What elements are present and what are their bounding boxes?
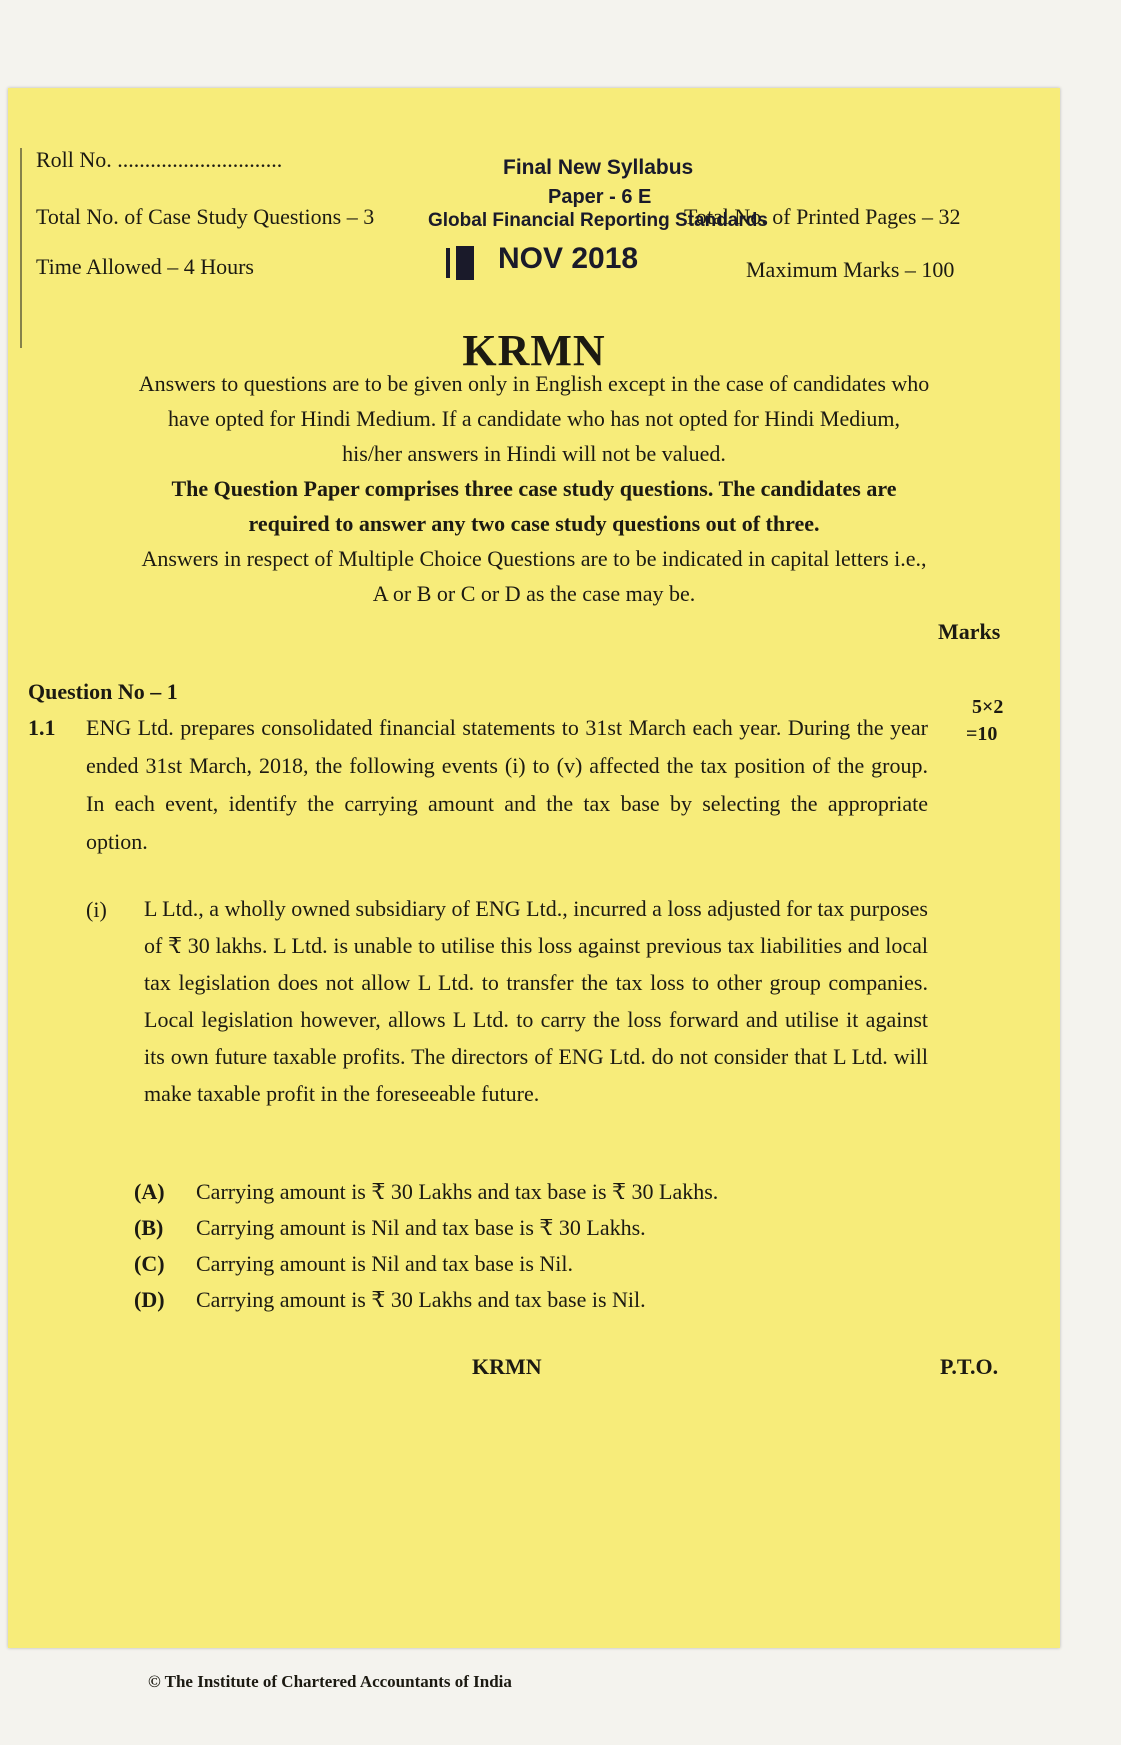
exam-paper-sheet <box>8 88 1060 1648</box>
marks-label: Marks <box>938 619 1001 644</box>
margin-line <box>20 148 22 348</box>
option-d <box>134 1286 646 1314</box>
option-text: Carrying amount is ₹ 30 Lakhs and tax base is Nil. <box>196 1287 646 1312</box>
printed-pages: Total No. of Printed Pages – 32 <box>684 204 961 229</box>
stamp-block-icon <box>456 246 474 280</box>
footer-code: KRMN <box>472 1354 542 1379</box>
stamp-syllabus: Final New Syllabus <box>503 156 694 179</box>
option-text: Carrying amount is ₹ 30 Lakhs and tax base is ₹ 30 Lakhs. <box>196 1179 719 1204</box>
instruction-line-6: Answers in respect of Multiple Choice Questions are to be indicated in capital letters i.e., <box>141 546 927 571</box>
question-number: 1.1 <box>28 715 56 740</box>
question-heading: Question No – 1 <box>28 679 178 704</box>
total-questions: Total No. of Case Study Questions – 3 <box>36 204 375 229</box>
option-text: Carrying amount is Nil and tax base is Nil. <box>196 1251 573 1276</box>
sub-question-number: (i) <box>86 897 107 922</box>
instruction-line-3: his/her answers in Hindi will not be valued. <box>342 441 726 466</box>
option-label: (C) <box>134 1251 165 1276</box>
max-marks: Maximum Marks – 100 <box>746 257 955 282</box>
instruction-line-5: required to answer any two case study questions out of three. <box>248 511 820 536</box>
option-b <box>134 1214 646 1242</box>
footer-pto: P.T.O. <box>940 1354 999 1379</box>
instruction-line-1: Answers to questions are to be given only in English except in the case of candidates who <box>138 371 930 396</box>
instruction-line-7: A or B or C or D as the case may be. <box>372 581 696 606</box>
option-a <box>134 1178 718 1206</box>
copyright-notice: © The Institute of Chartered Accountants of India <box>148 1672 512 1691</box>
question-text: ENG Ltd. prepares consolidated financial statements to 31st March each year. During the year ended 31st March, 2018, the following events (i) to (v) affected the tax position of the group. In each event, identify the carrying amount and the tax base by selecting the appropriate option. <box>86 715 928 854</box>
instruction-line-4: The Question Paper comprises three case study questions. The candidates are <box>171 476 897 501</box>
stamp-subject: Global Financial Reporting Standards <box>428 210 768 231</box>
option-c <box>134 1250 573 1278</box>
time-allowed: Time Allowed – 4 Hours <box>36 254 254 279</box>
sub-question-text: L Ltd., a wholly owned subsidiary of ENG Ltd., incurred a loss adjusted for tax purposes of ₹ 30 lakhs. L Ltd. is unable to utilise this loss against previous tax liabilities and local tax legislation does not allow L Ltd. to transfer the tax loss to other group companies. Local legislation however, allows L Ltd. to carry the loss forward and utilise it against its own future taxable profits. The directors of ENG Ltd. do not consider that L Ltd. will make taxable profit in the foreseeable future. <box>144 896 928 1106</box>
roll-no: Roll No. .............................. <box>36 147 283 172</box>
option-text: Carrying amount is Nil and tax base is ₹ 30 Lakhs. <box>196 1215 646 1240</box>
option-label: (D) <box>134 1287 165 1312</box>
question-marks-line-1: 5×2 <box>972 696 1004 718</box>
stamp-date: NOV 2018 <box>498 242 639 275</box>
stamp-paper: Paper - 6 E <box>548 186 652 208</box>
option-label: (B) <box>134 1215 164 1240</box>
stamp-mark-icon <box>446 248 450 278</box>
option-label: (A) <box>134 1179 165 1204</box>
paper-code-title: KRMN <box>462 326 606 375</box>
instruction-line-2: have opted for Hindi Medium. If a candidate who has not opted for Hindi Medium, <box>168 406 900 431</box>
question-marks-line-2: =10 <box>966 723 998 745</box>
